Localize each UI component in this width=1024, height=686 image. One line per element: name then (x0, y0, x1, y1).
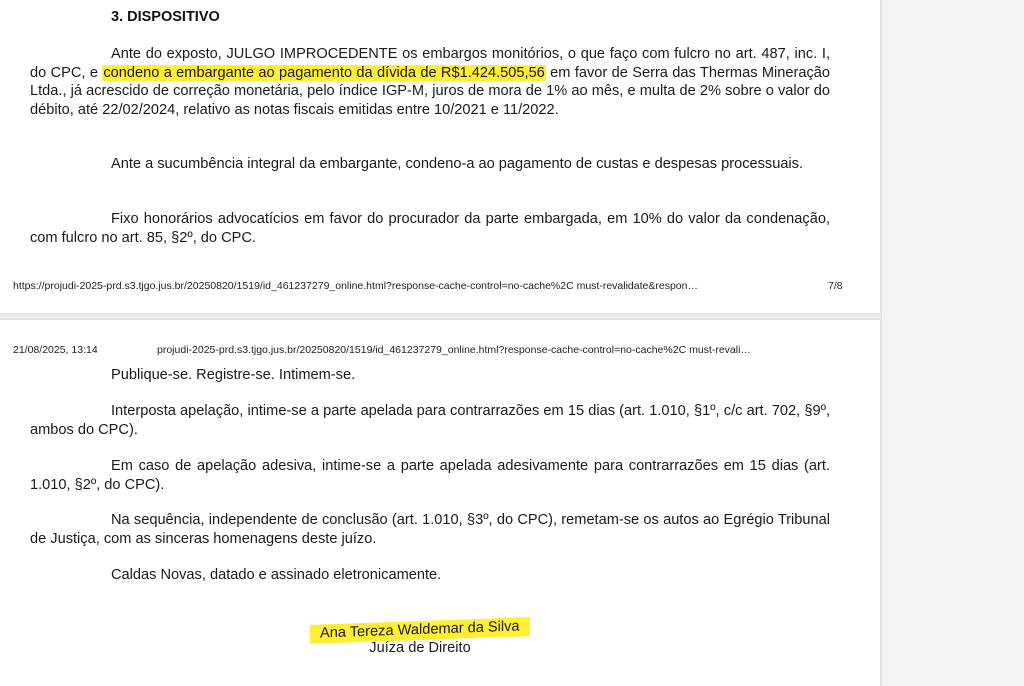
paragraph-remittance: Na sequência, independente de conclusão (art. 1.010, §3º, do CPC), remetam-se os autos ao Egrégio Tribunal de Justiça, com as sinceras homenagens deste juízo. (30, 512, 830, 547)
paragraph-costs: Ante a sucumbência integral da embargante, condeno-a ao pagamento de custas e despesas processuais. (111, 156, 804, 172)
side-panel (881, 0, 1024, 686)
paragraph-text: Ante do exposto, JULGO IMPROCEDENTE os embargos monitórios, o que faço com fulcro no art. 487, inc. I, do CPC, e (30, 46, 830, 81)
page-number: 7/8 (828, 280, 843, 292)
highlighted-text: Ana Tereza Waldemar da Silva (310, 617, 530, 644)
footer-url: https://projudi-2025-prd.s3.tjgo.jus.br/20250820/1519/id_461237279_online.html?response-cache-control=no-cache%2C must-revalidate&respon… (13, 280, 698, 292)
paragraph-publish: Publique-se. Registre-se. Intimem-se. (111, 367, 356, 383)
paragraph-judgment (30, 45, 830, 119)
paragraph-appeal: Interposta apelação, intime-se a parte apelada para contrarrazões em 15 dias (art. 1.010, §1º, c/c art. 702, §9º, ambos do CPC). (30, 403, 830, 438)
signer-name (250, 618, 590, 642)
signer-title: Juíza de Direito (369, 640, 471, 656)
paragraph-fees: Fixo honorários advocatícios em favor do procurador da parte embargada, em 10% do valor da condenação, com fulcro no art. 85, §2º, do CPC. (30, 211, 830, 246)
paragraph-adhesive-appeal: Em caso de apelação adesiva, intime-se a parte apelada adesivamente para contrarrazões em 15 dias (art. 1.010, §2º, do CPC). (30, 458, 830, 493)
page-8 (0, 320, 880, 686)
paragraph-text: em favor de Serra das Thermas Mineração Ltda., já acrescido de correção monetária, pelo índice IGP-M, juros de mora de 1% ao mês, e multa de 2% sobre o valor do débito, até 22/02/2024, relativo as notas fiscais emitidas entre 10/2021 e 11/2022. (30, 64, 831, 118)
section-title: 3. DISPOSITIVO (111, 9, 220, 25)
page-7 (0, 0, 880, 313)
header-date: 21/08/2025, 13:14 (13, 344, 98, 356)
paragraph-place-date: Caldas Novas, datado e assinado eletronicamente. (111, 567, 442, 583)
header-url: projudi-2025-prd.s3.tjgo.jus.br/20250820/1519/id_461237279_online.html?response-cache-control=no-cache%2C must-revali… (157, 344, 751, 356)
highlighted-text: condeno a embargante ao pagamento da dívida de R$1.424.505,56 (103, 64, 545, 81)
